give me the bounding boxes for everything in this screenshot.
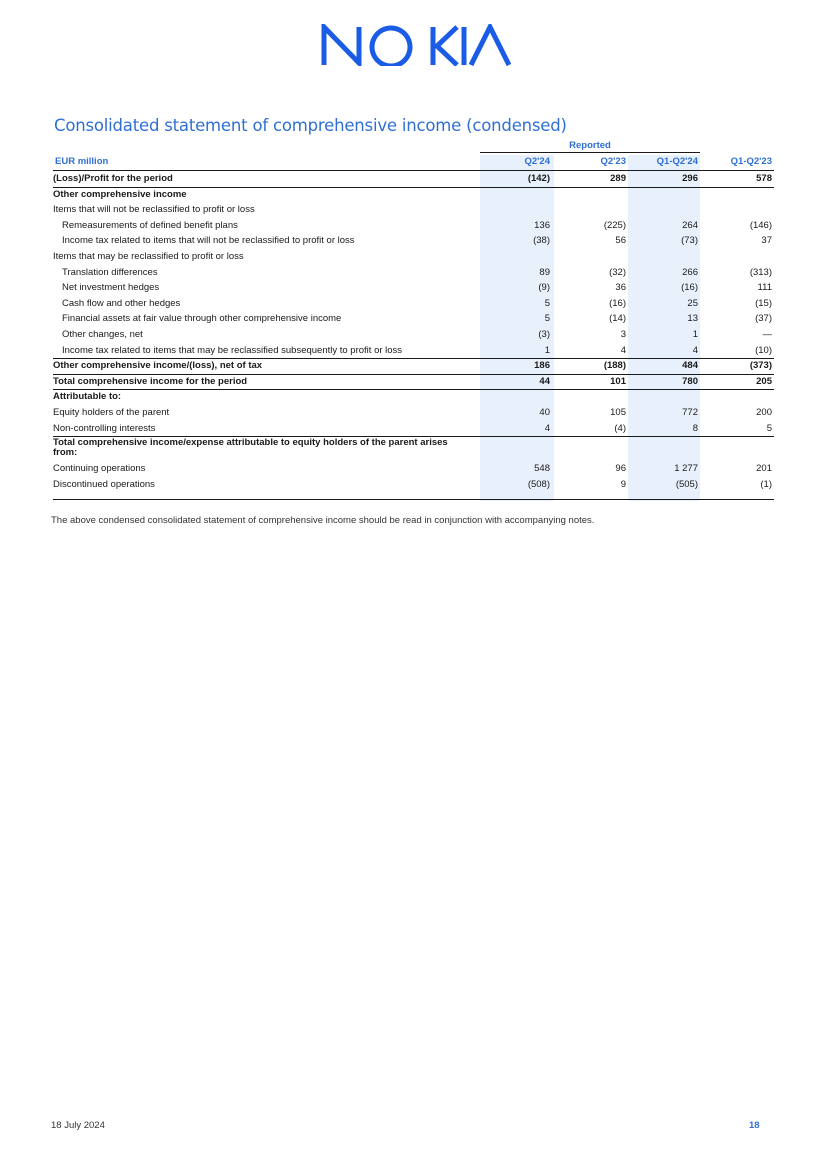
cell: 13 bbox=[687, 313, 698, 325]
cell: (508) bbox=[527, 478, 550, 490]
unit-header: EUR million bbox=[55, 156, 109, 167]
cell: (73) bbox=[681, 235, 698, 247]
row-label: Other comprehensive income bbox=[53, 188, 187, 200]
cell: 484 bbox=[682, 360, 698, 372]
cell: (142) bbox=[527, 173, 550, 184]
cell: 36 bbox=[615, 282, 626, 294]
cell: (32) bbox=[609, 266, 626, 278]
cell: 1 bbox=[692, 328, 698, 340]
column-header: Q2'23 bbox=[600, 156, 626, 167]
row-label: Income tax related to items that will not be reclassified to profit or loss bbox=[62, 235, 355, 247]
row-label: Continuing operations bbox=[53, 463, 146, 475]
cell: 37 bbox=[761, 235, 772, 247]
row-label: Net investment hedges bbox=[62, 282, 160, 294]
cell: (313) bbox=[749, 266, 772, 278]
cell: 4 bbox=[620, 344, 626, 356]
cell: 111 bbox=[757, 282, 772, 294]
table-row bbox=[53, 358, 774, 374]
row-label: Items that will not be reclassified to profit or loss bbox=[53, 204, 255, 216]
row-label: Total comprehensive income/expense attributable to equity holders of the parent arises from: bbox=[53, 437, 448, 459]
cell: 205 bbox=[756, 375, 772, 387]
cell: (373) bbox=[749, 360, 772, 372]
row-label: Total comprehensive income for the period bbox=[53, 375, 248, 387]
table-row bbox=[53, 436, 774, 461]
cell: 4 bbox=[692, 344, 698, 356]
row-label: Non-controlling interests bbox=[53, 422, 156, 434]
column-header: Q1-Q2'24 bbox=[656, 156, 698, 167]
table-row bbox=[53, 280, 774, 296]
cell: 186 bbox=[534, 360, 550, 372]
table-row bbox=[53, 389, 774, 405]
cell: 89 bbox=[539, 266, 550, 278]
table-row bbox=[53, 461, 774, 477]
row-label: (Loss)/Profit for the period bbox=[53, 173, 173, 184]
table-row bbox=[53, 343, 774, 359]
cell: 548 bbox=[534, 463, 550, 475]
cell: 25 bbox=[687, 297, 698, 309]
row-label: Discontinued operations bbox=[53, 478, 155, 490]
row-label: Items that may be reclassified to profit or loss bbox=[53, 250, 244, 262]
table-row bbox=[53, 311, 774, 327]
cell: 5 bbox=[544, 297, 550, 309]
cell: 101 bbox=[610, 375, 626, 387]
cell: (1) bbox=[760, 478, 772, 490]
cell: (9) bbox=[538, 282, 550, 294]
cell: 772 bbox=[682, 406, 698, 418]
page-number: 18 bbox=[749, 1120, 760, 1131]
cell: 780 bbox=[682, 375, 698, 387]
table-row bbox=[53, 327, 774, 343]
cell: 5 bbox=[766, 422, 772, 434]
row-label: Equity holders of the parent bbox=[53, 406, 170, 418]
table-row bbox=[53, 477, 774, 493]
row-label: Other comprehensive income/(loss), net of tax bbox=[53, 360, 263, 372]
cell: 40 bbox=[539, 406, 550, 418]
cell: 200 bbox=[756, 406, 772, 418]
cell: (14) bbox=[609, 313, 626, 325]
cell: 105 bbox=[610, 406, 626, 418]
table-row bbox=[53, 374, 774, 390]
cell: (10) bbox=[755, 344, 772, 356]
cell: 266 bbox=[682, 266, 698, 278]
cell: (15) bbox=[755, 297, 772, 309]
footnote: The above condensed consolidated statement of comprehensive income should be read in conjunction with accompanying notes. bbox=[51, 515, 595, 526]
table-row bbox=[53, 187, 774, 203]
column-header: Q1-Q2'23 bbox=[730, 156, 772, 167]
column-header: Q2'24 bbox=[524, 156, 550, 167]
table-row bbox=[53, 233, 774, 249]
row-label: Translation differences bbox=[62, 266, 158, 278]
cell: (225) bbox=[603, 219, 626, 231]
cell: — bbox=[762, 328, 772, 340]
table-body bbox=[53, 171, 774, 492]
cell: (188) bbox=[603, 360, 626, 372]
nokia-logo bbox=[321, 24, 511, 66]
cell: 9 bbox=[620, 478, 626, 490]
cell: (38) bbox=[533, 235, 550, 247]
cell: (37) bbox=[755, 313, 772, 325]
table-row bbox=[53, 421, 774, 437]
cell: (146) bbox=[749, 219, 772, 231]
row-label: Cash flow and other hedges bbox=[62, 297, 181, 309]
table-row bbox=[53, 405, 774, 421]
cell: 1 277 bbox=[674, 463, 698, 475]
cell: 44 bbox=[539, 375, 550, 387]
table-row bbox=[53, 171, 774, 187]
table-row bbox=[53, 202, 774, 218]
reported-underline bbox=[480, 152, 700, 153]
table-row bbox=[53, 296, 774, 312]
cell: 136 bbox=[534, 219, 550, 231]
cell: 201 bbox=[756, 463, 772, 475]
cell: (505) bbox=[675, 478, 698, 490]
cell: (16) bbox=[681, 282, 698, 294]
row-label: Remeasurements of defined benefit plans bbox=[62, 219, 238, 231]
cell: 8 bbox=[692, 422, 698, 434]
row-label: Other changes, net bbox=[62, 328, 143, 340]
cell: 289 bbox=[610, 173, 626, 184]
footer-date: 18 July 2024 bbox=[51, 1120, 105, 1131]
cell: (16) bbox=[609, 297, 626, 309]
cell: 296 bbox=[682, 173, 698, 184]
row-label: Attributable to: bbox=[53, 391, 122, 403]
cell: 1 bbox=[544, 344, 550, 356]
table-row bbox=[53, 249, 774, 265]
cell: 96 bbox=[615, 463, 626, 475]
cell: 4 bbox=[544, 422, 550, 434]
cell: 5 bbox=[544, 313, 550, 325]
table-row bbox=[53, 265, 774, 281]
reported-header: Reported bbox=[569, 140, 611, 151]
cell: 578 bbox=[756, 173, 772, 184]
cell: 56 bbox=[615, 235, 626, 247]
cell: 3 bbox=[620, 328, 626, 340]
table-bottom-rule bbox=[53, 499, 774, 500]
cell: (3) bbox=[538, 328, 550, 340]
cell: 264 bbox=[682, 219, 698, 231]
row-label: Financial assets at fair value through other comprehensive income bbox=[62, 313, 342, 325]
page-title: Consolidated statement of comprehensive income (condensed) bbox=[54, 116, 567, 135]
cell: (4) bbox=[614, 422, 626, 434]
row-label: Income tax related to items that may be reclassified subsequently to profit or loss bbox=[62, 344, 403, 356]
table-row bbox=[53, 218, 774, 234]
